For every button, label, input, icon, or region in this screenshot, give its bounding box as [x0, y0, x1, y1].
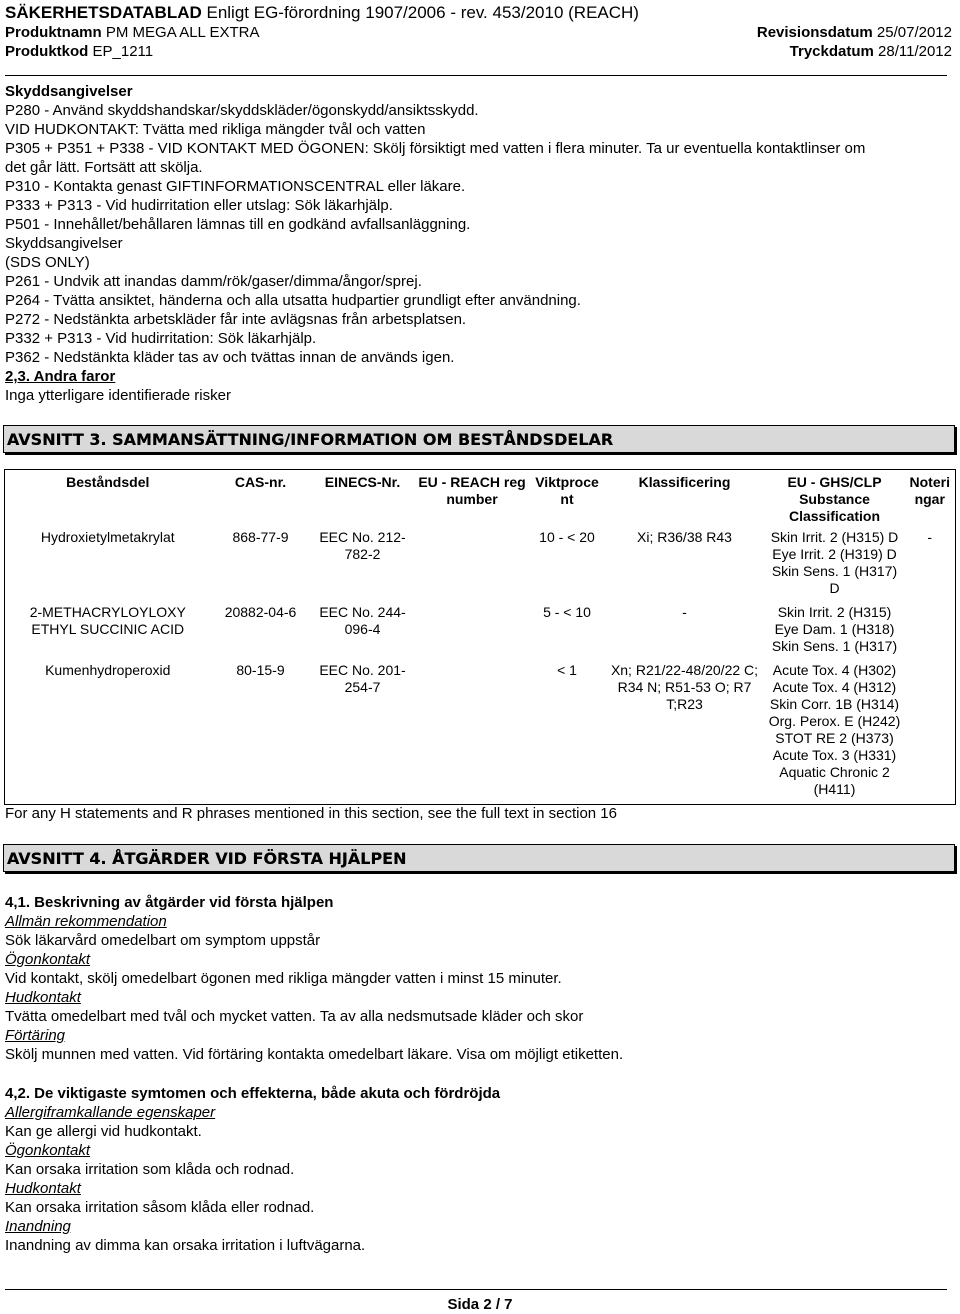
section-4-title: AVSNITT 4. ÅTGÄRDER VID FÖRSTA HJÄLPEN	[7, 849, 407, 868]
cell-classification: Xn; R21/22-48/20/22 C; R34 N; R51-53 O; R7 T;R23	[610, 662, 759, 712]
subsection-heading: 4,2. De viktigaste symtomen och effekterna, både akuta och fördröjda	[5, 1085, 501, 1102]
cell-einecs: EEC No. 244-096-4	[319, 604, 406, 637]
item-label: Ögonkontakt	[5, 951, 91, 968]
item-label: Inandning	[5, 1218, 71, 1235]
table-row	[5, 528, 956, 603]
item-label: Allmän rekommendation	[5, 913, 167, 930]
precaution-line: P280 - Använd skyddshandskar/skyddskläder/ögonskydd/ansiktsskydd.	[5, 102, 479, 119]
item-text: Kan orsaka irritation såsom klåda eller rodnad.	[5, 1199, 315, 1216]
cell-ghs: Acute Tox. 4 (H302) Acute Tox. 4 (H312) Skin Corr. 1B (H314) Org. Perox. E (H242) STOT RE 2 (H373) Acute Tox. 3 (H331) Aquatic Chronic 2 (H411)	[768, 662, 901, 797]
section-3-footnote	[5, 804, 950, 823]
precaution-line: Skyddsangivelser	[5, 235, 123, 252]
cell-cas: 868-77-9	[232, 529, 289, 545]
item-text: Kan ge allergi vid hudkontakt.	[5, 1123, 202, 1140]
precaution-line: VID HUDKONTAKT: Tvätta med rikliga mängder tvål och vatten	[5, 121, 426, 138]
precautions-heading: Skyddsangivelser	[5, 83, 133, 100]
cell-reach	[415, 603, 530, 661]
first-aid-block	[5, 893, 950, 1064]
precaution-line: P261 - Undvik att inandas damm/rök/gaser/dimma/ångor/sprej.	[5, 273, 422, 290]
item-label: Allergiframkallande egenskaper	[5, 1104, 216, 1121]
product-name-value: PM MEGA ALL EXTRA	[101, 24, 260, 41]
column-header: EU - GHS/CLP Substance Classification	[787, 474, 882, 524]
item-label: Hudkontakt	[5, 989, 81, 1006]
precaution-line: (SDS ONLY)	[5, 254, 90, 271]
precaution-line: P501 - Innehållet/behållaren lämnas till en godkänd avfallsanläggning.	[5, 216, 471, 233]
product-code-label: Produktkod	[5, 43, 89, 60]
precautions-block	[5, 82, 950, 405]
cell-notes	[905, 603, 956, 661]
header-row-2	[5, 42, 952, 62]
other-hazards-heading: 2,3. Andra faror	[5, 368, 116, 385]
cell-ghs: Skin Irrit. 2 (H315) Eye Dam. 1 (H318) Skin Sens. 1 (H317)	[771, 604, 898, 654]
column-header: Viktproce nt	[535, 474, 599, 507]
print-date	[790, 42, 952, 62]
cell-notes: -	[927, 529, 933, 545]
column-header: Beståndsdel	[66, 474, 150, 490]
cell-reach	[415, 528, 530, 603]
precaution-line: P333 + P313 - Vid hudirritation eller utslag: Sök läkarhjälp.	[5, 197, 393, 214]
print-date-value: 28/11/2012	[873, 43, 952, 60]
cell-ghs: Skin Irrit. 2 (H315) D Eye Irrit. 2 (H319) D Skin Sens. 1 (H317) D	[770, 529, 899, 596]
footer-divider	[5, 1289, 947, 1290]
column-header: EU - REACH reg number	[418, 474, 526, 507]
cell-weight: 10 - < 20	[539, 529, 595, 545]
header-divider	[5, 75, 947, 76]
product-code	[5, 42, 153, 62]
column-header: Klassificering	[638, 474, 731, 490]
item-label: Ögonkontakt	[5, 1142, 91, 1159]
column-header: CAS-nr.	[234, 474, 287, 490]
page-number: Sida 2 / 7	[447, 1296, 513, 1313]
revision-date-value: 25/07/2012	[872, 24, 952, 41]
document-title	[5, 3, 639, 23]
item-text: Tvätta omedelbart med tvål och mycket vatten. Ta av alla nedsmutsade kläder och skor	[5, 1008, 584, 1025]
other-hazards-text: Inga ytterligare identifierade risker	[5, 387, 231, 404]
table-header-row	[5, 470, 956, 529]
table-row	[5, 603, 956, 661]
cell-classification: -	[682, 604, 687, 620]
header-row-1	[5, 23, 952, 43]
precaution-line: P332 + P313 - Vid hudirritation: Sök läkarhjälp.	[5, 330, 317, 347]
item-text: Inandning av dimma kan orsaka irritation i luftvägarna.	[5, 1237, 366, 1254]
precaution-line: P264 - Tvätta ansiktet, händerna och alla utsatta hudpartier grundligt efter användning.	[5, 292, 581, 309]
cell-reach	[415, 661, 530, 805]
cell-notes	[905, 661, 956, 805]
precaution-line: P310 - Kontakta genast GIFTINFORMATIONSCENTRAL eller läkare.	[5, 178, 466, 195]
print-date-label: Tryckdatum	[789, 43, 874, 60]
document-title-bold: SÄKERHETSDATABLAD	[5, 3, 202, 22]
item-text: Kan orsaka irritation som klåda och rodnad.	[5, 1161, 295, 1178]
revision-date	[757, 23, 952, 43]
cell-einecs: EEC No. 212-782-2	[319, 529, 406, 562]
section-3-header	[3, 425, 955, 453]
cell-einecs: EEC No. 201-254-7	[319, 662, 406, 695]
document-title-rest: Enligt EG-förordning 1907/2006 - rev. 453/2010 (REACH)	[201, 3, 639, 22]
cell-name: Kumenhydroperoxid	[45, 662, 171, 678]
cell-cas: 20882-04-6	[224, 604, 297, 620]
item-label: Hudkontakt	[5, 1180, 81, 1197]
precaution-line: P272 - Nedstänkta arbetskläder får inte avlägsnas från arbetsplatsen.	[5, 311, 467, 328]
revision-date-label: Revisionsdatum	[756, 24, 873, 41]
cell-name: Hydroxietylmetakrylat	[40, 529, 175, 545]
item-text: Skölj munnen med vatten. Vid förtäring kontakta omedelbart läkare. Visa om möjligt etiketten.	[5, 1046, 624, 1063]
symptoms-block	[5, 1084, 950, 1255]
section-3-title: AVSNITT 3. SAMMANSÄTTNING/INFORMATION OM BESTÅNDSDELAR	[7, 430, 614, 449]
item-text: Vid kontakt, skölj omedelbart ögonen med rikliga mängder vatten i minst 15 minuter.	[5, 970, 562, 987]
cell-weight: < 1	[557, 662, 577, 678]
product-name	[5, 23, 260, 43]
item-text: Sök läkarvård omedelbart om symptom uppstår	[5, 932, 321, 949]
footnote-text: For any H statements and R phrases mentioned in this section, see the full text in section 16	[5, 805, 617, 822]
composition-table	[4, 469, 956, 805]
column-header: EINECS-Nr.	[324, 474, 401, 490]
precaution-line: P305 + P351 + P338 - VID KONTAKT MED ÖGONEN: Skölj försiktigt med vatten i flera minuter. Ta ur eventuella kontaktlinser om	[5, 140, 866, 157]
product-name-label: Produktnamn	[5, 24, 102, 41]
cell-name: 2-METHACRYLOYLOXY ETHYL SUCCINIC ACID	[29, 604, 186, 637]
cell-classification: Xi; R36/38 R43	[637, 529, 732, 545]
section-4-header	[3, 844, 955, 872]
subsection-heading: 4,1. Beskrivning av åtgärder vid första hjälpen	[5, 894, 334, 911]
cell-weight: 5 - < 10	[543, 604, 591, 620]
table-row	[5, 661, 956, 805]
precaution-line: det går lätt. Fortsätt att skölja.	[5, 159, 203, 176]
precaution-line: P362 - Nedstänkta kläder tas av och tvättas innan de används igen.	[5, 349, 455, 366]
column-header: Noteri ngar	[909, 474, 950, 507]
item-label: Förtäring	[5, 1027, 66, 1044]
product-code-value: EP_1211	[88, 43, 154, 60]
cell-cas: 80-15-9	[236, 662, 285, 678]
